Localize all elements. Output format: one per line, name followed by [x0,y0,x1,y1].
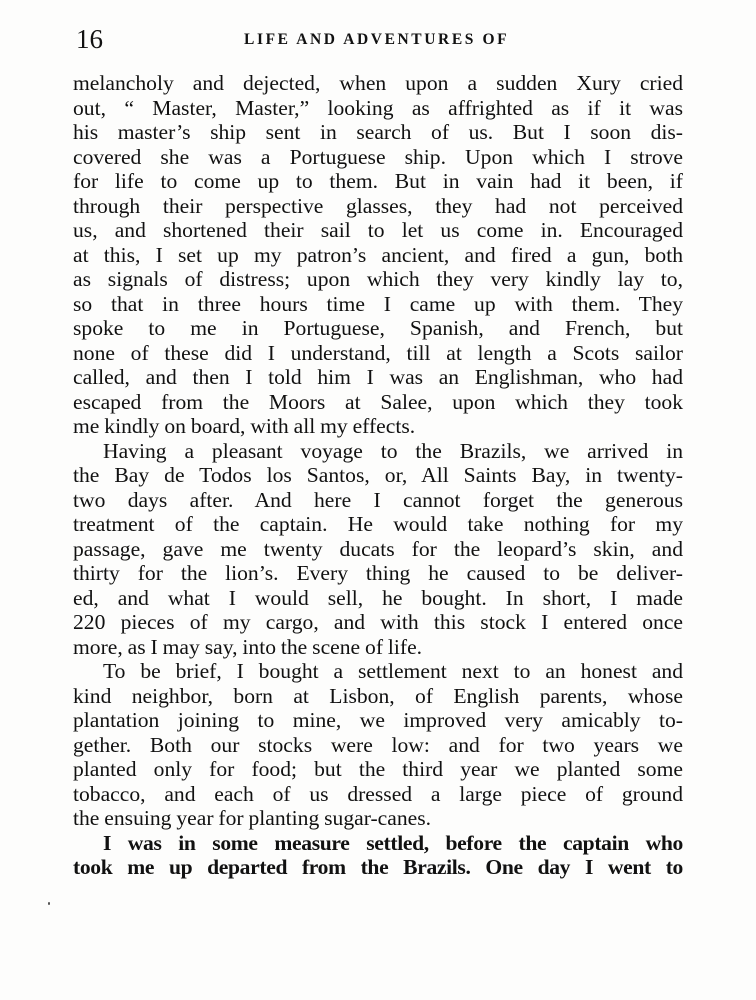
page-header [74,22,682,56]
page-number: 16 [76,24,103,54]
text-line: two days after. And here I cannot forget the generous [73,487,683,512]
text-line: the Bay de Todos los Santos, or, All Saints Bay, in twenty- [73,463,683,487]
text-line: passage, gave me twenty ducats for the leopard’s skin, and [73,536,683,561]
text-line: us, and shortened their sail to let us come in. Encouraged [73,218,683,242]
paragraph-end-line: more, as I may say, into the scene of life. [73,634,423,659]
paragraph-start-line: To be brief, I bought a settlement next to an honest and [103,659,683,683]
text-line: ed, and what I would sell, he bought. In short, I made [73,585,683,610]
text-line: called, and then I told him I was an Englishman, who had [73,365,683,389]
text-line: gether. Both our stocks were low: and for two years we [73,732,683,757]
text-line: so that in three hours time I came up with them. They [73,291,683,316]
text-line: treatment of the captain. He would take nothing for my [73,512,683,536]
text-line: none of these did I understand, till at length a Scots sailor [73,340,683,365]
text-line: escaped from the Moors at Salee, upon which they took [73,389,683,414]
paragraph-end-line: me kindly on board, with all my effects. [73,414,416,438]
text-line: at this, I set up my patron’s ancient, and fired a gun, both [73,242,683,267]
paragraph-start-line: Having a pleasant voyage to the Brazils, we arrived in [103,438,683,463]
text-line: as signals of distress; upon which they very kindly lay to, [73,267,683,291]
text-line: covered she was a Portuguese ship. Upon which I strove [73,144,683,169]
body-text [73,71,683,880]
text-line: for life to come up to them. But in vain had it been, if [73,169,683,193]
text-line: kind neighbor, born at Lisbon, of English parents, whose [73,683,683,708]
text-line: 220 pieces of my cargo, and with this stock I entered once [73,610,683,634]
text-line: his master’s ship sent in search of us. But I soon dis- [73,120,683,144]
text-line: plantation joining to mine, we improved very amicably to- [73,708,683,732]
running-title: LIFE AND ADVENTURES OF [244,31,510,48]
text-line: out, “ Master, Master,” looking as affrighted as if it was [73,95,683,120]
text-line: thirty for the lion’s. Every thing he caused to be deliver- [73,561,683,585]
text-line: melancholy and dejected, when upon a sudden Xury cried [73,71,683,95]
text-line: planted only for food; but the third year we planted some [73,757,683,781]
paragraph-end-line: the ensuing year for planting sugar-canes. [73,806,432,830]
text-line: took me up departed from the Brazils. One day I went to [73,855,683,879]
print-speck [48,902,50,905]
paragraph-start-line: I was in some measure settled, before the captain who [103,830,683,855]
text-line: spoke to me in Portuguese, Spanish, and French, but [73,316,683,340]
text-line: through their perspective glasses, they had not perceived [73,193,683,218]
text-line: tobacco, and each of us dressed a large piece of ground [73,781,683,806]
